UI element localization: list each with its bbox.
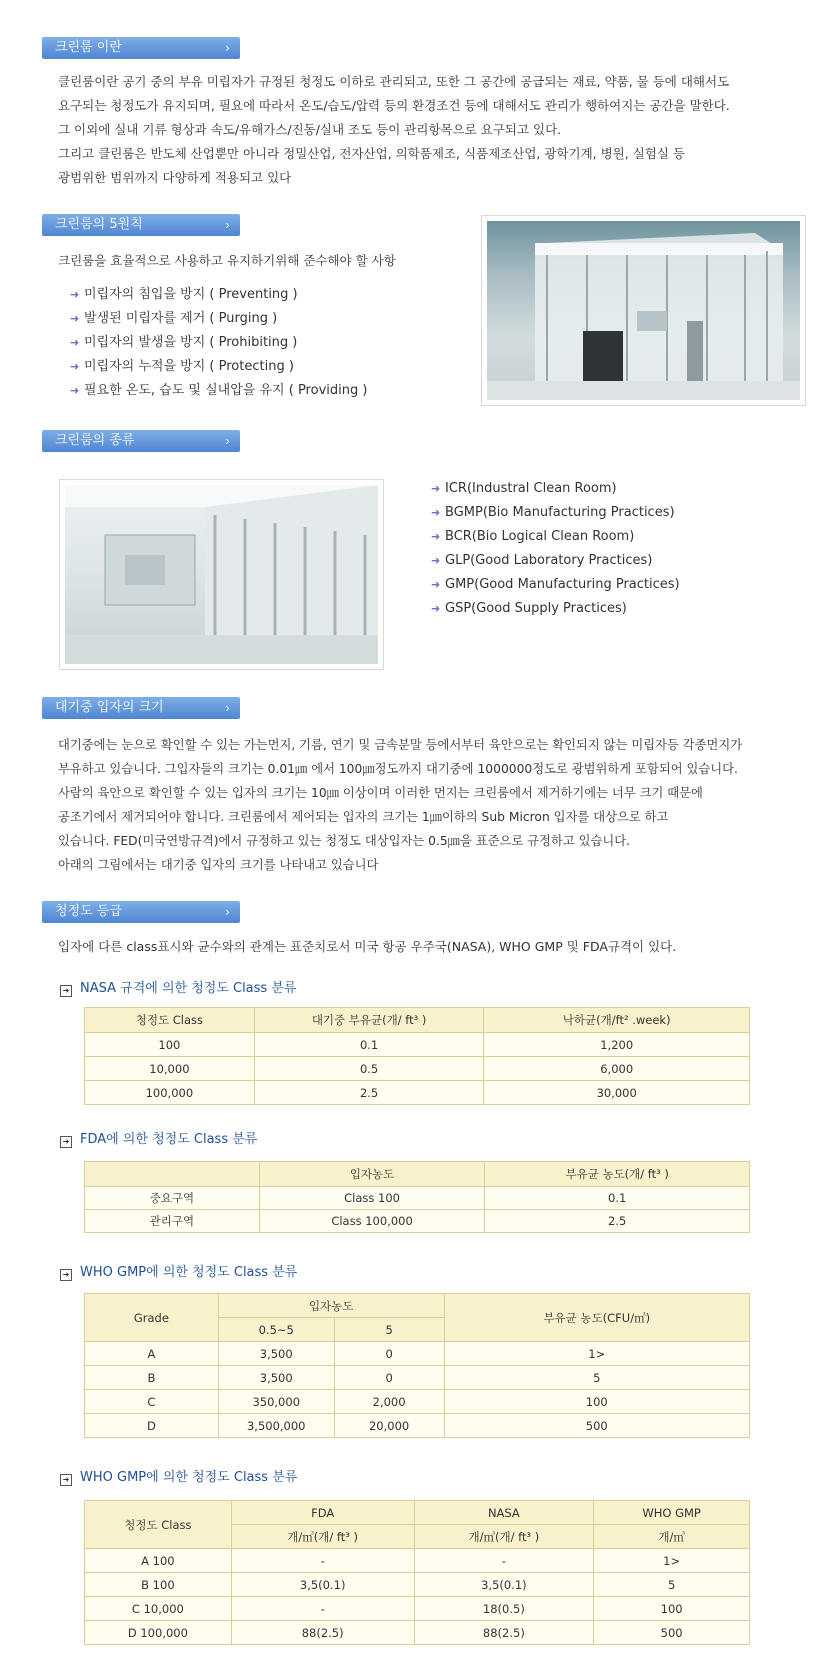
comparison-table-title: ➜ WHO GMP에 의한 청정도 Class 분류 — [60, 1466, 297, 1485]
table-row: D 3,500,000 20,000 500 — [85, 1414, 750, 1438]
section-header-five-principles — [42, 214, 240, 236]
principles-intro: 크린룸을 효율적으로 사용하고 유지하기위해 준수해야 할 사항 — [58, 253, 396, 268]
section-title: 크린룸의 종류 — [55, 433, 135, 448]
cleanroom-corridor-illustration — [65, 485, 378, 664]
arrow-bullet-icon: ➜ — [70, 336, 80, 349]
arrow-bullet-icon: ➜ — [431, 602, 441, 615]
fda-class-table — [84, 1161, 750, 1233]
table-row: B 100 3,5(0.1) 3,5(0.1) 5 — [85, 1573, 750, 1597]
arrow-bullet-icon: ➜ — [431, 530, 441, 543]
list-item: ➜ GMP(Good Manufacturing Practices) — [431, 573, 680, 597]
arrow-bullet-icon: ➜ — [70, 360, 80, 373]
particle-paragraph: 대기중에는 눈으로 확인할 수 있는 가는먼지, 기름, 연기 및 금속분말 등에서부터 육안으로는 확인되지 않는 미립자등 각종먼지가 부유하고 있습니다. 그입자들의 크기는 0.01㎛ 에서 100㎛정도까지 대기중에 1000000정도로 광범위하게 포함되어 있습니다. 사람의 육안으로 확인할 수 있는 입자의 크기는 10㎛ 이상이며 이러한 먼지는 크린룸에서 제거하기에는 너무 크기 때문에 공조기에서 제거되어야 합니다. 크린룸에서 제어되는 입자의 크기는 1㎛이하의 Sub Micron 입자를 대상으로 하고 있습니다. FED(미국연방규격)에서 규정하고 있는 청정도 대상입자는 0.5㎛을 표준으로 규정하고 있습니다. 아래의 그림에서는 대기중 입자의 크기를 나타내고 있습니다 — [58, 738, 743, 872]
section-title: 크린룸의 5원칙 — [55, 217, 143, 232]
arrow-box-icon: ➜ — [60, 1269, 72, 1281]
arrow-box-icon: ➜ — [60, 985, 72, 997]
arrow-box-icon: ➜ — [60, 1474, 72, 1486]
list-item: ➜ BGMP(Bio Manufacturing Practices) — [431, 501, 680, 525]
list-item: ➜ BCR(Bio Logical Clean Room) — [431, 525, 680, 549]
table-row: A 3,500 0 1> — [85, 1342, 750, 1366]
table-header-row: Grade 입자농도 부유균 농도(CFU/㎥) — [85, 1294, 750, 1318]
list-item: ➜ GSP(Good Supply Practices) — [431, 597, 680, 621]
list-item: ➜ 필요한 온도, 습도 및 실내압을 유지 ( Providing ) — [70, 379, 367, 403]
section-title: 대기중 입자의 크기 — [55, 700, 164, 715]
arrow-box-icon: ➜ — [60, 1136, 72, 1148]
table-row: 100 0.1 1,200 — [85, 1033, 750, 1057]
comparison-class-table — [84, 1500, 750, 1645]
chevron-right-icon: › — [225, 41, 230, 55]
table-row: 중요구역 Class 100 0.1 — [85, 1187, 750, 1210]
cleanroom-booth-illustration — [487, 221, 800, 400]
arrow-bullet-icon: ➜ — [431, 506, 441, 519]
who-table-title: ➜ WHO GMP에 의한 청정도 Class 분류 — [60, 1261, 297, 1280]
table-row: C 350,000 2,000 100 — [85, 1390, 750, 1414]
chevron-right-icon: › — [225, 218, 230, 232]
table-header-row: 청정도 Class FDA NASA WHO GMP — [85, 1501, 750, 1525]
nasa-table-title: ➜ NASA 규격에 의한 청정도 Class 분류 — [60, 977, 296, 996]
section-header-cleanroom-definition — [42, 37, 240, 59]
intro-paragraph: 클린룸이란 공기 중의 부유 미립자가 규정된 청정도 이하로 관리되고, 또한 그 공간에 공급되는 재료, 약품, 물 등에 대해서도 요구되는 청정도가 유지되며, 필요에 따라서 온도/습도/압력 등의 환경조건 등에 대해서도 관리가 행하여지는 공간을 말한다. 그 이외에 실내 기류 형상과 속도/유해가스/진동/실내 조도 등이 관리항목으로 요구되고 있다. 그리고 클린룸은 반도체 산업뿐만 아니라 정밀산업, 전자산업, 의학품제조, 식품제조산업, 광학기계, 병원, 실험실 등 광범위한 범위까지 다양하게 적용되고 있다 — [58, 74, 730, 185]
who-class-table — [84, 1293, 750, 1438]
arrow-bullet-icon: ➜ — [70, 288, 80, 301]
table-row: 100,000 2.5 30,000 — [85, 1081, 750, 1105]
table-row: B 3,500 0 5 — [85, 1366, 750, 1390]
table-header-row: 입자농도 부유균 농도(개/ ft³ ) — [85, 1162, 750, 1187]
cleanroom-exterior-photo — [481, 215, 806, 406]
section-header-cleanliness-grade — [42, 901, 240, 923]
chevron-right-icon: › — [225, 905, 230, 919]
arrow-bullet-icon: ➜ — [431, 482, 441, 495]
list-item: ➜ 미립자의 발생을 방지 ( Prohibiting ) — [70, 331, 367, 355]
table-row: C 10,000 - 18(0.5) 100 — [85, 1597, 750, 1621]
section-title: 크린룸 이란 — [55, 40, 122, 55]
arrow-bullet-icon: ➜ — [431, 578, 441, 591]
list-item: ➜ GLP(Good Laboratory Practices) — [431, 549, 680, 573]
list-item: ➜ 미립자의 침입을 방지 ( Preventing ) — [70, 283, 367, 307]
table-row: A 100 - - 1> — [85, 1549, 750, 1573]
table-header-row: 청정도 Class 대기중 부유균(개/ ft³ ) 낙하균(개/ft² .week) — [85, 1008, 750, 1033]
table-subheader-row: 개/㎥(개/ ft³ ) 개/㎥(개/ ft³ ) 개/㎥ — [85, 1525, 750, 1549]
principles-list — [70, 283, 367, 403]
table-row: 10,000 0.5 6,000 — [85, 1057, 750, 1081]
grade-intro: 입자에 다른 class표시와 균수와의 관계는 표준치로서 미국 항공 우주국(NASA), WHO GMP 및 FDA규격이 있다. — [58, 939, 677, 954]
arrow-bullet-icon: ➜ — [70, 312, 80, 325]
chevron-right-icon: › — [225, 434, 230, 448]
nasa-class-table — [84, 1007, 750, 1105]
cleanroom-interior-photo — [59, 479, 384, 670]
section-header-cleanroom-types — [42, 430, 240, 452]
types-list — [431, 477, 680, 621]
list-item: ➜ 미립자의 누적을 방지 ( Protecting ) — [70, 355, 367, 379]
list-item: ➜ ICR(Industral Clean Room) — [431, 477, 680, 501]
section-title: 청정도 등급 — [55, 904, 122, 919]
section-header-particle-size — [42, 697, 240, 719]
arrow-bullet-icon: ➜ — [431, 554, 441, 567]
list-item: ➜ 발생된 미립자를 제거 ( Purging ) — [70, 307, 367, 331]
chevron-right-icon: › — [225, 701, 230, 715]
table-row: 관리구역 Class 100,000 2.5 — [85, 1210, 750, 1233]
table-row: D 100,000 88(2.5) 88(2.5) 500 — [85, 1621, 750, 1645]
arrow-bullet-icon: ➜ — [70, 384, 80, 397]
table-subheader-row: 0.5~5 5 — [85, 1318, 750, 1342]
fda-table-title: ➜ FDA에 의한 청정도 Class 분류 — [60, 1128, 257, 1147]
